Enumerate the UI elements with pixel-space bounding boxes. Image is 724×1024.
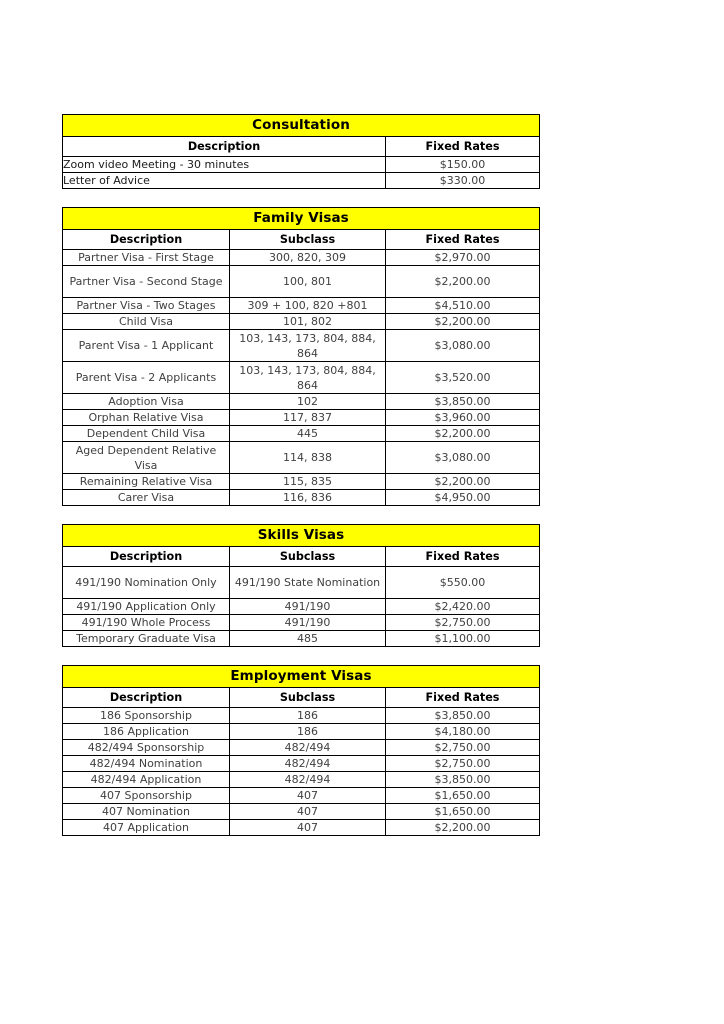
table-banner-row xyxy=(63,208,540,230)
row-subclass: 482/494 xyxy=(230,772,386,788)
row-subclass: 115, 835 xyxy=(230,474,386,490)
row-description: Remaining Relative Visa xyxy=(63,474,230,490)
row-description: Temporary Graduate Visa xyxy=(63,631,230,647)
row-description: Adoption Visa xyxy=(63,394,230,410)
row-subclass: 186 xyxy=(230,724,386,740)
row-rate: $2,970.00 xyxy=(386,250,540,266)
row-description: 482/494 Nomination xyxy=(63,756,230,772)
row-description: Aged Dependent Relative Visa xyxy=(63,442,230,474)
row-subclass: 103, 143, 173, 804, 884, 864 xyxy=(230,330,386,362)
row-description: Partner Visa - First Stage xyxy=(63,250,230,266)
table-row xyxy=(63,820,540,836)
row-rate: $4,510.00 xyxy=(386,298,540,314)
table-row xyxy=(63,330,540,362)
table-row xyxy=(63,298,540,314)
row-rate: $150.00 xyxy=(386,157,540,173)
table-row xyxy=(63,772,540,788)
column-header-subclass: Subclass xyxy=(230,230,386,250)
row-description: 186 Application xyxy=(63,724,230,740)
row-rate: $4,180.00 xyxy=(386,724,540,740)
row-subclass: 445 xyxy=(230,426,386,442)
row-subclass: 482/494 xyxy=(230,756,386,772)
table-row xyxy=(63,362,540,394)
row-rate: $3,850.00 xyxy=(386,772,540,788)
column-header-subclass: Subclass xyxy=(230,547,386,567)
row-subclass: 491/190 State Nomination xyxy=(230,567,386,599)
table-row xyxy=(63,410,540,426)
table-row xyxy=(63,740,540,756)
row-rate: $2,200.00 xyxy=(386,426,540,442)
row-rate: $2,200.00 xyxy=(386,474,540,490)
table-row xyxy=(63,631,540,647)
row-subclass: 103, 143, 173, 804, 884, 864 xyxy=(230,362,386,394)
row-subclass: 309 + 100, 820 +801 xyxy=(230,298,386,314)
row-subclass: 100, 801 xyxy=(230,266,386,298)
consultation-table xyxy=(62,114,540,189)
row-rate: $2,200.00 xyxy=(386,266,540,298)
row-description: Parent Visa - 1 Applicant xyxy=(63,330,230,362)
row-subclass: 101, 802 xyxy=(230,314,386,330)
row-subclass: 186 xyxy=(230,708,386,724)
row-rate: $330.00 xyxy=(386,173,540,189)
row-rate: $2,750.00 xyxy=(386,740,540,756)
employment-visas-table xyxy=(62,665,540,836)
row-description: Orphan Relative Visa xyxy=(63,410,230,426)
row-description: Partner Visa - Second Stage xyxy=(63,266,230,298)
table-row xyxy=(63,788,540,804)
table-row xyxy=(63,266,540,298)
row-rate: $2,750.00 xyxy=(386,615,540,631)
row-subclass: 114, 838 xyxy=(230,442,386,474)
employment-visas-banner-title: Employment Visas xyxy=(63,666,540,688)
row-rate: $2,200.00 xyxy=(386,314,540,330)
row-rate: $4,950.00 xyxy=(386,490,540,506)
row-description: 186 Sponsorship xyxy=(63,708,230,724)
table-banner-row xyxy=(63,666,540,688)
row-description: 491/190 Application Only xyxy=(63,599,230,615)
row-rate: $3,080.00 xyxy=(386,442,540,474)
skills-visas-table xyxy=(62,524,540,647)
row-subclass: 482/494 xyxy=(230,740,386,756)
row-description: 407 Application xyxy=(63,820,230,836)
row-subclass: 407 xyxy=(230,804,386,820)
row-rate: $2,200.00 xyxy=(386,820,540,836)
row-description: Partner Visa - Two Stages xyxy=(63,298,230,314)
row-rate: $550.00 xyxy=(386,567,540,599)
row-rate: $1,100.00 xyxy=(386,631,540,647)
row-description: Zoom video Meeting - 30 minutes xyxy=(63,157,386,173)
table-row xyxy=(63,173,540,189)
table-row xyxy=(63,708,540,724)
row-subclass: 407 xyxy=(230,820,386,836)
table-row xyxy=(63,756,540,772)
row-rate: $2,420.00 xyxy=(386,599,540,615)
table-row xyxy=(63,804,540,820)
row-description: 491/190 Nomination Only xyxy=(63,567,230,599)
table-header-row xyxy=(63,688,540,708)
row-rate: $3,080.00 xyxy=(386,330,540,362)
family-visas-table xyxy=(62,207,540,506)
column-header-description: Description xyxy=(63,230,230,250)
row-subclass: 485 xyxy=(230,631,386,647)
row-description: 482/494 Sponsorship xyxy=(63,740,230,756)
row-rate: $3,850.00 xyxy=(386,394,540,410)
row-rate: $2,750.00 xyxy=(386,756,540,772)
column-header-fixed-rates: Fixed Rates xyxy=(386,137,540,157)
row-description: 482/494 Application xyxy=(63,772,230,788)
table-row xyxy=(63,426,540,442)
row-subclass: 300, 820, 309 xyxy=(230,250,386,266)
row-description: 407 Nomination xyxy=(63,804,230,820)
table-row xyxy=(63,724,540,740)
column-header-description: Description xyxy=(63,688,230,708)
table-banner-row xyxy=(63,115,540,137)
table-banner-row xyxy=(63,525,540,547)
column-header-fixed-rates: Fixed Rates xyxy=(386,230,540,250)
row-subclass: 491/190 xyxy=(230,615,386,631)
table-row xyxy=(63,250,540,266)
row-description: 407 Sponsorship xyxy=(63,788,230,804)
row-rate: $1,650.00 xyxy=(386,788,540,804)
column-header-fixed-rates: Fixed Rates xyxy=(386,547,540,567)
row-subclass: 102 xyxy=(230,394,386,410)
column-header-fixed-rates: Fixed Rates xyxy=(386,688,540,708)
row-rate: $3,520.00 xyxy=(386,362,540,394)
row-subclass: 491/190 xyxy=(230,599,386,615)
row-description: 491/190 Whole Process xyxy=(63,615,230,631)
fee-tables-container xyxy=(62,114,539,836)
table-row xyxy=(63,474,540,490)
row-description: Carer Visa xyxy=(63,490,230,506)
row-subclass: 116, 836 xyxy=(230,490,386,506)
row-rate: $3,960.00 xyxy=(386,410,540,426)
row-description: Child Visa xyxy=(63,314,230,330)
row-subclass: 117, 837 xyxy=(230,410,386,426)
table-header-row xyxy=(63,230,540,250)
row-rate: $3,850.00 xyxy=(386,708,540,724)
skills-visas-banner-title: Skills Visas xyxy=(63,525,540,547)
table-row xyxy=(63,157,540,173)
row-subclass: 407 xyxy=(230,788,386,804)
consultation-banner-title: Consultation xyxy=(63,115,540,137)
table-header-row xyxy=(63,137,540,157)
column-header-subclass: Subclass xyxy=(230,688,386,708)
table-header-row xyxy=(63,547,540,567)
row-description: Letter of Advice xyxy=(63,173,386,189)
table-row xyxy=(63,567,540,599)
table-row xyxy=(63,490,540,506)
table-row xyxy=(63,394,540,410)
table-row xyxy=(63,314,540,330)
family-visas-banner-title: Family Visas xyxy=(63,208,540,230)
column-header-description: Description xyxy=(63,547,230,567)
table-row xyxy=(63,599,540,615)
row-description: Dependent Child Visa xyxy=(63,426,230,442)
row-description: Parent Visa - 2 Applicants xyxy=(63,362,230,394)
column-header-description: Description xyxy=(63,137,386,157)
table-row xyxy=(63,442,540,474)
table-row xyxy=(63,615,540,631)
row-rate: $1,650.00 xyxy=(386,804,540,820)
